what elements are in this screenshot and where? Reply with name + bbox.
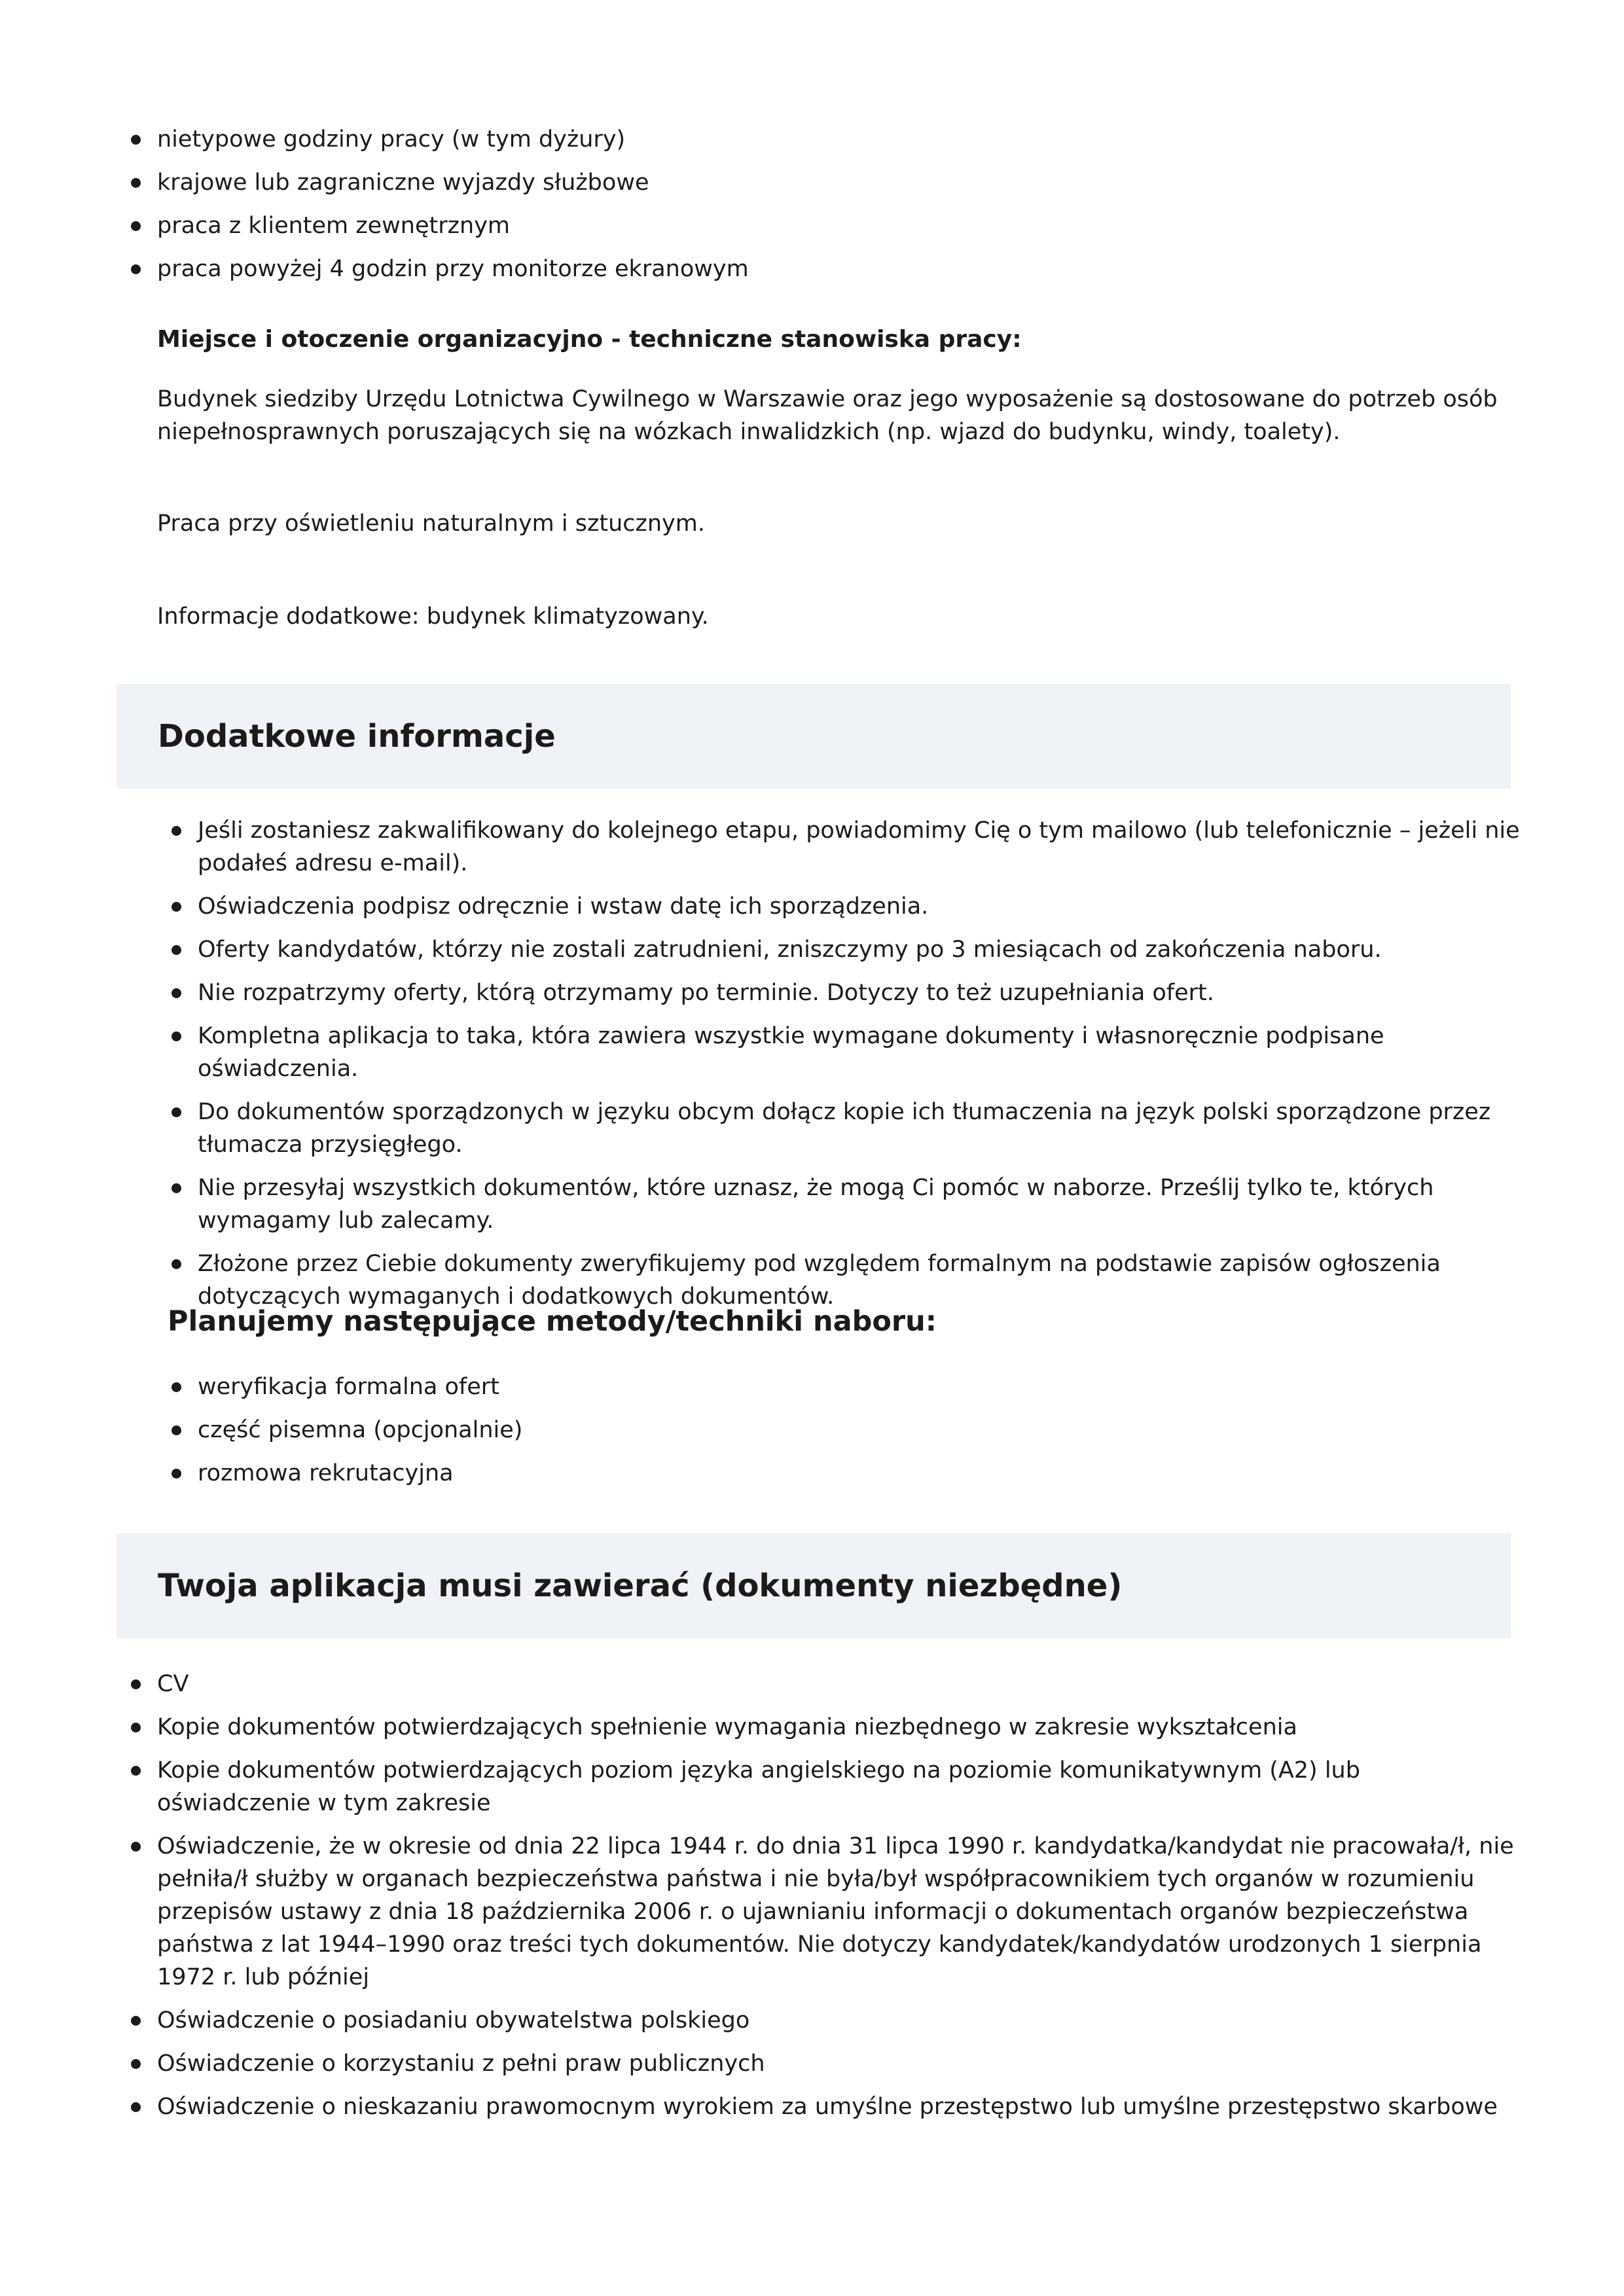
working-conditions-list (157, 123, 1519, 296)
recruitment-methods-list (198, 1371, 1520, 1500)
list-item: Złożone przez Ciebie dokumenty zweryfikujemy pod względem formalnym na podstawie zapisów ogłoszenia dotyczących wymaganych i dodatkowych dokumentów. (198, 1247, 1520, 1313)
section-title: Dodatkowe informacje (158, 718, 556, 755)
additional-info-list (198, 814, 1520, 1323)
list-item: CV (157, 1668, 1519, 1700)
section-header-additional-info (117, 684, 1511, 789)
list-item: Oświadczenia podpisz odręcznie i wstaw datę ich sporządzenia. (198, 890, 1520, 923)
required-documents-list (157, 1668, 1519, 2134)
section-header-required-documents (117, 1534, 1511, 1638)
list-item: praca powyżej 4 godzin przy monitorze ekranowym (157, 253, 1519, 285)
workplace-paragraph-accessibility: Budynek siedziby Urzędu Lotnictwa Cywilnego w Warszawie oraz jego wyposażenie są dostosowane do potrzeb osób niepełnosprawnych poruszających się na wózkach inwalidzkich (np. wjazd do budynku, windy, toalety). (157, 386, 1498, 445)
list-item: Jeśli zostaniesz zakwalifikowany do kolejnego etapu, powiadomimy Cię o tym mailowo (lub telefonicznie – jeżeli nie podałeś adresu e-mail). (198, 814, 1520, 880)
list-item: krajowe lub zagraniczne wyjazdy służbowe (157, 166, 1519, 199)
list-item: Oświadczenie o posiadaniu obywatelstwa polskiego (157, 2004, 1519, 2037)
list-item: weryfikacja formalna ofert (198, 1371, 1520, 1403)
list-item: Oferty kandydatów, którzy nie zostali zatrudnieni, zniszczymy po 3 miesiącach od zakończenia naboru. (198, 933, 1520, 966)
list-item: Oświadczenie o nieskazaniu prawomocnym wyrokiem za umyślne przestępstwo lub umyślne przestępstwo skarbowe (157, 2090, 1519, 2123)
list-item: Nie przesyłaj wszystkich dokumentów, które uznasz, że mogą Ci pomóc w naborze. Prześlij tylko te, których wymagamy lub zalecamy. (198, 1172, 1520, 1237)
section-title: Twoja aplikacja musi zawierać (dokumenty niezbędne) (158, 1568, 1123, 1604)
workplace-heading: Miejsce i otoczenie organizacyjno - techniczne stanowiska pracy: (157, 326, 1022, 353)
list-item: Kompletna aplikacja to taka, która zawiera wszystkie wymagane dokumenty i własnoręcznie podpisane oświadczenia. (198, 1020, 1520, 1085)
list-item: praca z klientem zewnętrznym (157, 209, 1519, 242)
list-item: rozmowa rekrutacyjna (198, 1457, 1520, 1490)
recruitment-methods-heading: Planujemy następujące metody/techniki naboru: (168, 1305, 937, 1338)
list-item: Do dokumentów sporządzonych w języku obcym dołącz kopie ich tłumaczenia na język polski sporządzone przez tłumacza przysięgłego. (198, 1096, 1520, 1161)
list-item: Oświadczenie o korzystaniu z pełni praw publicznych (157, 2047, 1519, 2080)
list-item: Kopie dokumentów potwierdzających spełnienie wymagania niezbędnego w zakresie wykształcenia (157, 1711, 1519, 1744)
workplace-paragraph-additional: Informacje dodatkowe: budynek klimatyzowany. (157, 603, 709, 630)
list-item: nietypowe godziny pracy (w tym dyżury) (157, 123, 1519, 156)
workplace-paragraph-lighting: Praca przy oświetleniu naturalnym i sztucznym. (157, 511, 705, 537)
list-item: Kopie dokumentów potwierdzających poziom języka angielskiego na poziomie komunikatywnym (A2) lub oświadczenie w tym zakresie (157, 1754, 1519, 1820)
list-item: Nie rozpatrzymy oferty, którą otrzymamy po terminie. Dotyczy to też uzupełniania ofert. (198, 977, 1520, 1009)
list-item: Oświadczenie, że w okresie od dnia 22 lipca 1944 r. do dnia 31 lipca 1990 r. kandydatka/kandydat nie pracowała/ł, nie pełniła/ł służby w organach bezpieczeństwa państwa i nie była/był współpracownikiem tych organów w rozumieniu przepisów ustawy z dnia 18 października 2006 r. o ujawnianiu informacji o dokumentach organów bezpieczeństwa państwa z lat 1944–1990 oraz treści tych dokumentów. Nie dotyczy kandydatek/kandydatów urodzonych 1 sierpnia 1972 r. lub później (157, 1830, 1519, 1994)
list-item: część pisemna (opcjonalnie) (198, 1414, 1520, 1446)
